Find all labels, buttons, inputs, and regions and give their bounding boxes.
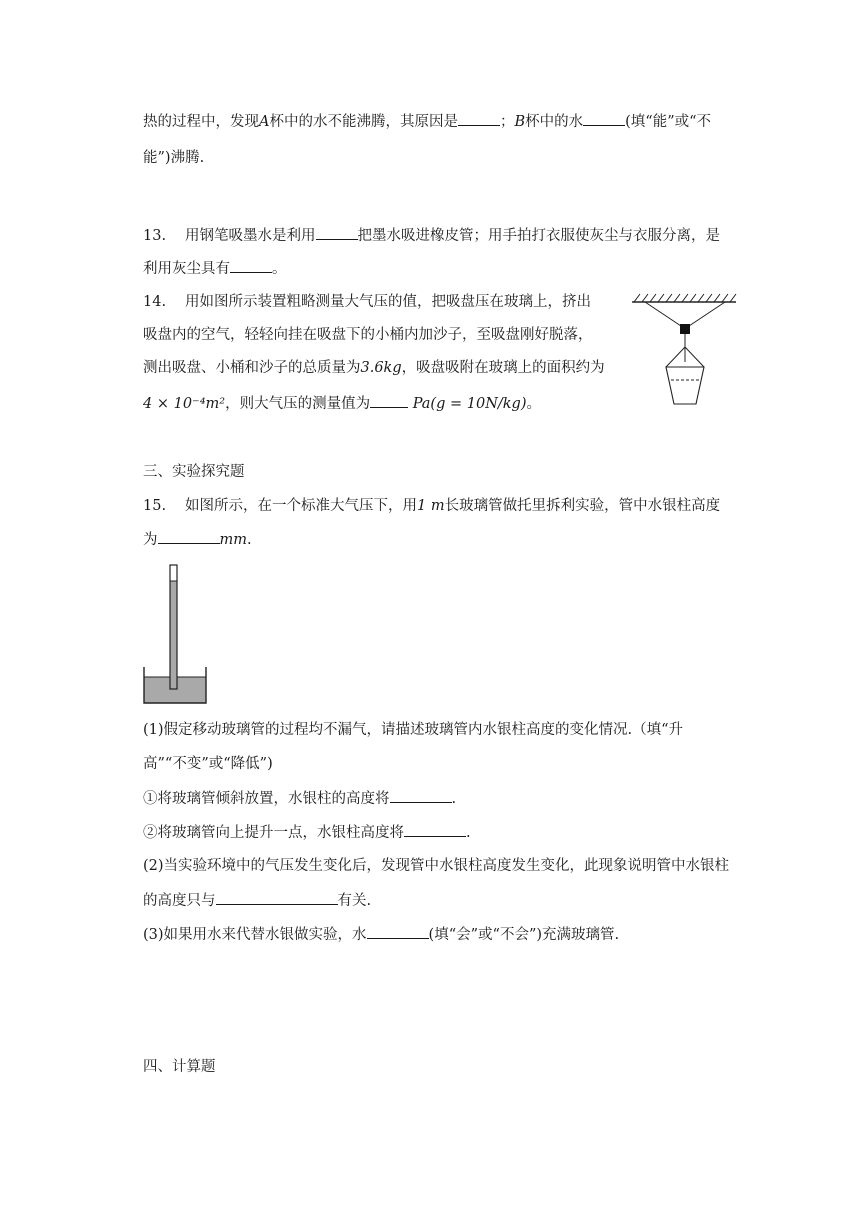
- answer-blank[interactable]: [370, 393, 408, 408]
- q14-text: ，则大气压的测量值为: [225, 396, 371, 412]
- section-heading: 三、实验探究题: [143, 464, 245, 480]
- q15-length: 1 m: [417, 498, 445, 514]
- q12-text: ；: [499, 114, 515, 130]
- section-heading: 四、计算题: [143, 1059, 216, 1075]
- q15-text: (3)如果用水来代替水银做实验，水: [143, 927, 367, 943]
- q15-text: 长玻璃管做托里拆利实验，管中水银柱高度: [444, 498, 721, 514]
- q12-text: 杯中的水: [525, 114, 584, 130]
- q15-text: 有关.: [337, 893, 372, 909]
- answer-blank[interactable]: [404, 822, 466, 837]
- q15-part1-line2: 高”“不变”或“降低”): [143, 756, 273, 772]
- q15-part1-a: [143, 788, 456, 809]
- q14-line1: [143, 292, 591, 312]
- q15-part1-line1: (1)假定移动玻璃管的过程均不漏气，请描述玻璃管内水银柱高度的变化情况.（填“升: [143, 722, 684, 738]
- q15-unit: mm: [219, 532, 247, 548]
- q15-part1-b: [143, 822, 471, 843]
- q15-text: 如图所示，在一个标准大气压下，用: [185, 498, 417, 514]
- answer-blank[interactable]: [583, 111, 625, 126]
- question-number: 13.: [143, 228, 167, 244]
- q14-formula: Pa(g = 10N/kg): [412, 396, 527, 412]
- question-number: 15.: [143, 498, 167, 514]
- q13-text: 。: [272, 261, 287, 277]
- q14-mass: 3.6kg: [360, 360, 402, 376]
- answer-blank[interactable]: [316, 225, 358, 240]
- q15-part2-line1: (2)当实验环境中的气压发生变化后，发现管中水银柱高度发生变化，此现象说明管中水银柱: [143, 858, 730, 874]
- answer-blank[interactable]: [230, 258, 272, 273]
- q15-text: (填“会”或“不会”)充满玻璃管.: [428, 927, 620, 943]
- q14-line4: [143, 393, 541, 414]
- answer-blank[interactable]: [390, 788, 452, 803]
- q14-text: ，吸盘吸附在玻璃上的面积约为: [401, 360, 605, 376]
- q15-text: .: [451, 791, 457, 807]
- q12-var-a: A: [259, 114, 270, 130]
- q13-line1: [143, 225, 720, 246]
- q12-var-b: B: [514, 114, 526, 130]
- q15-text: 的高度只与: [143, 893, 216, 909]
- q14-text: 。: [526, 396, 541, 412]
- q15-part3: [143, 924, 619, 945]
- q14-text: 测出吸盘、小桶和沙子的总质量为: [143, 360, 361, 376]
- q14-line3: [143, 358, 605, 378]
- q15-line2: [143, 529, 252, 550]
- q15-part2-line2: [143, 890, 371, 911]
- torricelli-tube-figure: [142, 563, 208, 705]
- question-number: 14.: [143, 294, 167, 310]
- q15-text: ①将玻璃管倾斜放置，水银柱的高度将: [143, 791, 390, 807]
- answer-blank[interactable]: [367, 924, 429, 939]
- answer-blank[interactable]: [458, 111, 500, 126]
- q12-text: 热的过程中，发现: [143, 114, 259, 130]
- q15-text: .: [247, 532, 252, 548]
- q12-line1: [143, 111, 711, 132]
- q15-text: 为: [143, 532, 158, 548]
- q14-line2: 吸盘内的空气，轻轻向挂在吸盘下的小桶内加沙子，至吸盘刚好脱落，: [143, 327, 593, 343]
- suction-cup-figure: [630, 292, 742, 422]
- q12-line2: 能”)沸腾.: [143, 150, 205, 166]
- answer-blank[interactable]: [158, 529, 220, 544]
- q13-text: 把墨水吸进橡皮管；用手拍打衣服使灰尘与衣服分离，是: [357, 228, 720, 244]
- q15-text: ②将玻璃管向上提升一点，水银柱高度将: [143, 825, 404, 841]
- q13-text: 用钢笔吸墨水是利用: [185, 228, 316, 244]
- q12-text: 杯中的水不能沸腾，其原因是: [269, 114, 458, 130]
- q13-line2: [143, 258, 287, 279]
- q13-text: 利用灰尘具有: [143, 261, 230, 277]
- q15-text: .: [466, 825, 471, 841]
- q15-line1: [143, 496, 720, 516]
- q12-text: (填“能”或“不: [625, 114, 712, 130]
- q14-text: 用如图所示装置粗略测量大气压的值，把吸盘压在玻璃上，挤出: [185, 294, 591, 310]
- q14-area: 4 × 10⁻⁴m²: [143, 396, 226, 412]
- answer-blank[interactable]: [216, 890, 338, 905]
